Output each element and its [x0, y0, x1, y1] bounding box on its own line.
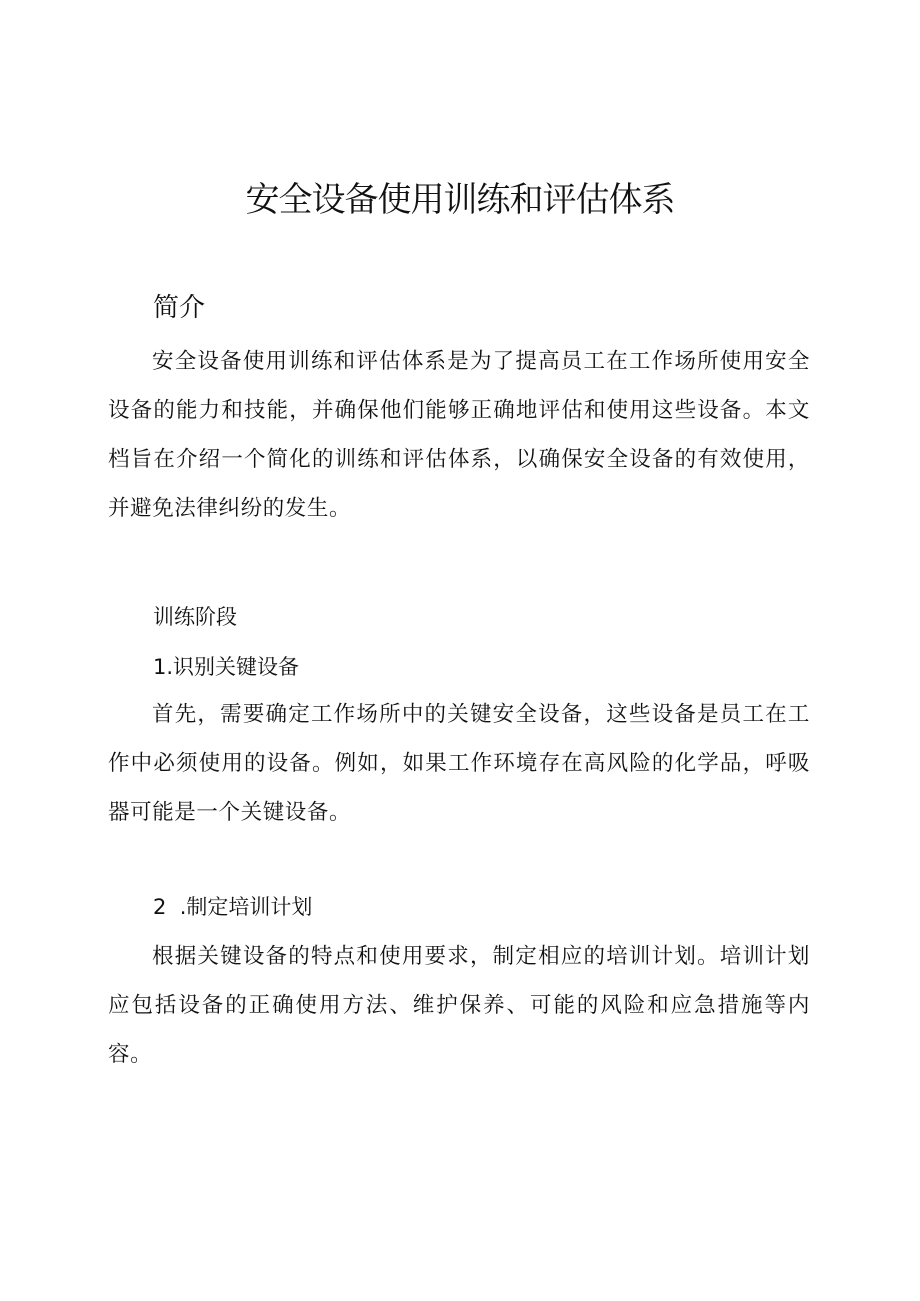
intro-paragraph: 安全设备使用训练和评估体系是为了提高员工在工作场所使用安全设备的能力和技能，并确保他们能够正确地评估和使用这些设备。本文档旨在介绍一个简化的训练和评估体系，以确保安全设备的有效使用，并避免法律纠纷的发生。 — [108, 349, 810, 521]
training-heading: 训练阶段 — [153, 605, 237, 629]
document-title: 安全设备使用训练和评估体系 — [245, 180, 675, 220]
intro-heading: 简介 — [153, 293, 206, 323]
step2-paragraph: 根据关键设备的特点和使用要求，制定相应的培训计划。培训计划应包括设备的正确使用方法、维护保养、可能的风险和应急措施等内容。 — [108, 944, 810, 1067]
step1-heading: 1.识别关键设备 — [153, 655, 300, 679]
step2-heading: 2 .制定培训计划 — [153, 895, 313, 919]
step1-paragraph: 首先，需要确定工作场所中的关键安全设备，这些设备是员工在工作中必须使用的设备。例如，如果工作环境存在高风险的化学品，呼吸器可能是一个关键设备。 — [108, 702, 810, 825]
